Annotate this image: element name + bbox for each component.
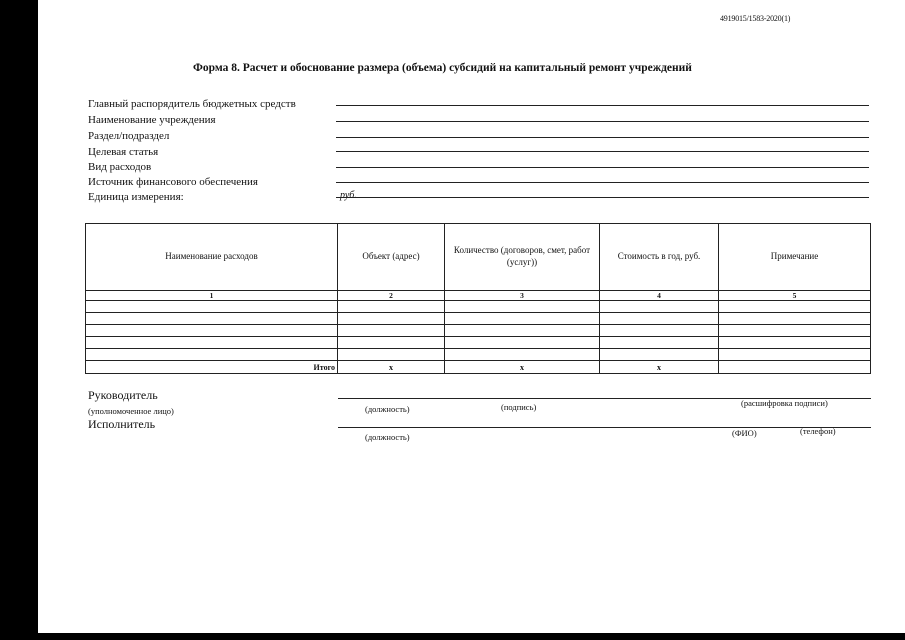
field-line-target-article	[336, 151, 869, 152]
table-cell	[600, 301, 719, 313]
field-line-unit	[336, 197, 869, 198]
head-decode-caption: (расшифровка подписи)	[741, 398, 828, 408]
column-header: Количество (договоров, смет, работ (услуг))	[445, 224, 600, 291]
column-number: 1	[86, 291, 338, 301]
table-cell	[338, 325, 445, 337]
table-cell	[719, 325, 871, 337]
column-header: Наименование расходов	[86, 224, 338, 291]
total-cell: x	[445, 361, 600, 374]
document-number: 4919015/1583-2020(1)	[720, 14, 791, 23]
head-label: Руководитель	[88, 388, 158, 402]
table-cell	[86, 325, 338, 337]
expenses-table	[85, 223, 871, 374]
table-cell	[600, 337, 719, 349]
executor-label: Исполнитель	[88, 417, 156, 431]
table-cell	[445, 325, 600, 337]
head-signature-caption: (подпись)	[501, 402, 537, 412]
table-cell	[445, 313, 600, 325]
column-header: Объект (адрес)	[338, 224, 445, 291]
head-sublabel: (уполномоченное лицо)	[88, 406, 174, 416]
table-cell	[600, 313, 719, 325]
field-value-unit: руб.	[340, 190, 357, 201]
executor-phone-caption: (телефон)	[800, 426, 836, 436]
table-cell	[86, 313, 338, 325]
field-line-expense-type	[336, 167, 869, 168]
executor-position-caption: (должность)	[365, 432, 410, 442]
field-line-budget-manager	[336, 105, 869, 106]
total-cell	[719, 361, 871, 374]
table-cell	[86, 349, 338, 361]
table-cell	[600, 325, 719, 337]
table-cell	[86, 301, 338, 313]
total-cell: x	[600, 361, 719, 374]
field-line-section	[336, 137, 869, 138]
field-label-expense-type: Вид расходов	[88, 161, 152, 173]
executor-signature-line	[338, 427, 871, 428]
total-row	[86, 361, 871, 374]
column-number: 4	[600, 291, 719, 301]
field-label-budget-manager: Главный распорядитель бюджетных средств	[88, 98, 296, 110]
field-label-target-article: Целевая статья	[88, 146, 159, 158]
form-title: Форма 8. Расчет и обоснование размера (объема) субсидий на капитальный ремонт учреждений	[193, 62, 692, 74]
table-row	[86, 349, 871, 361]
table-cell	[445, 337, 600, 349]
column-header: Примечание	[719, 224, 871, 291]
table-row	[86, 313, 871, 325]
table-header-row	[86, 224, 871, 291]
total-label: Итого	[86, 361, 338, 374]
field-line-institution	[336, 121, 869, 122]
field-line-funding-source	[336, 182, 869, 183]
column-number: 5	[719, 291, 871, 301]
table-row	[86, 325, 871, 337]
column-number: 2	[338, 291, 445, 301]
column-number-row	[86, 291, 871, 301]
table-cell	[338, 301, 445, 313]
table-row	[86, 337, 871, 349]
column-header: Стоимость в год, руб.	[600, 224, 719, 291]
total-cell: x	[338, 361, 445, 374]
field-label-institution: Наименование учреждения	[88, 114, 216, 126]
table-cell	[445, 349, 600, 361]
executor-fio-caption: (ФИО)	[732, 428, 757, 438]
table-cell	[719, 349, 871, 361]
table-row	[86, 301, 871, 313]
column-number: 3	[445, 291, 600, 301]
document-page	[38, 0, 905, 633]
table-cell	[719, 337, 871, 349]
field-label-funding-source: Источник финансового обеспечения	[88, 176, 258, 188]
table-cell	[600, 349, 719, 361]
field-label-unit: Единица измерения:	[88, 191, 184, 203]
table-cell	[86, 337, 338, 349]
head-position-caption: (должность)	[365, 404, 410, 414]
table-cell	[338, 337, 445, 349]
table-cell	[338, 313, 445, 325]
field-label-section: Раздел/подраздел	[88, 130, 170, 142]
table-cell	[338, 349, 445, 361]
table-cell	[719, 313, 871, 325]
table-cell	[719, 301, 871, 313]
table-cell	[445, 301, 600, 313]
